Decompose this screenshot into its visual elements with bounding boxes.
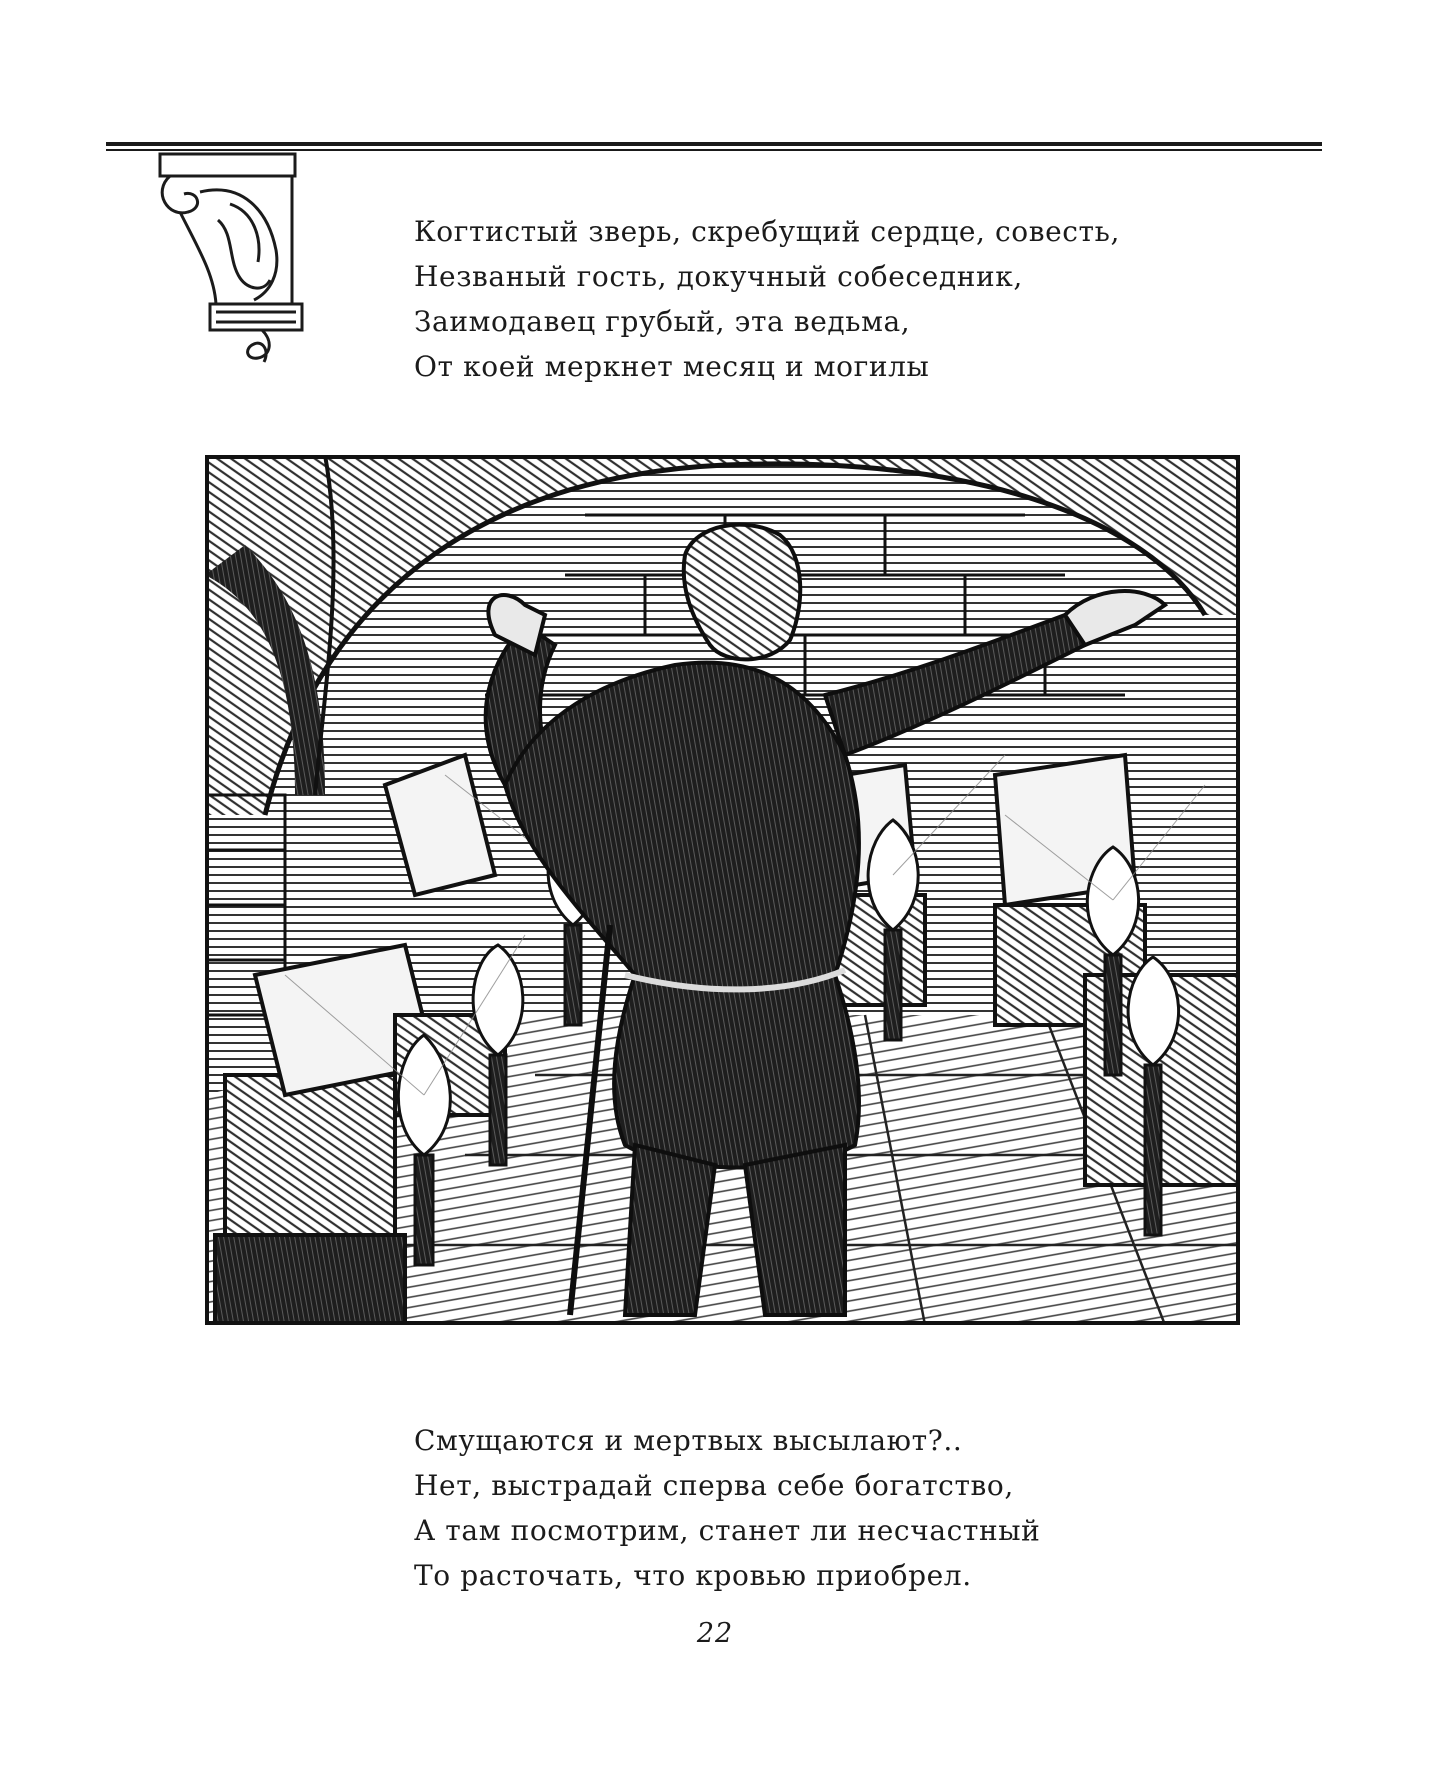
engraving-illustration <box>205 455 1240 1325</box>
page-number: 22 <box>696 1618 734 1649</box>
stanza-bottom <box>414 1418 1040 1598</box>
verse-line: Заимодавец грубый, эта ведьма, <box>414 305 911 338</box>
verse-line: То расточать, что кровью приобрел. <box>414 1559 972 1592</box>
verse-line: От коей меркнет месяц и могилы <box>414 350 930 383</box>
verse-line: Когтистый зверь, скребущий сердце, совесть, <box>414 215 1120 248</box>
header-rule <box>106 142 1322 152</box>
stanza-top <box>414 209 1120 389</box>
verse-line: Нет, выстрадай сперва себе богатство, <box>414 1469 1014 1502</box>
verse-line: Смущаются и мертвых высылают?.. <box>414 1424 963 1457</box>
verse-line: А там посмотрим, станет ли несчастный <box>414 1514 1041 1547</box>
verse-line: Незваный гость, докучный собеседник, <box>414 260 1023 293</box>
ornamental-bracket-icon <box>158 152 318 377</box>
